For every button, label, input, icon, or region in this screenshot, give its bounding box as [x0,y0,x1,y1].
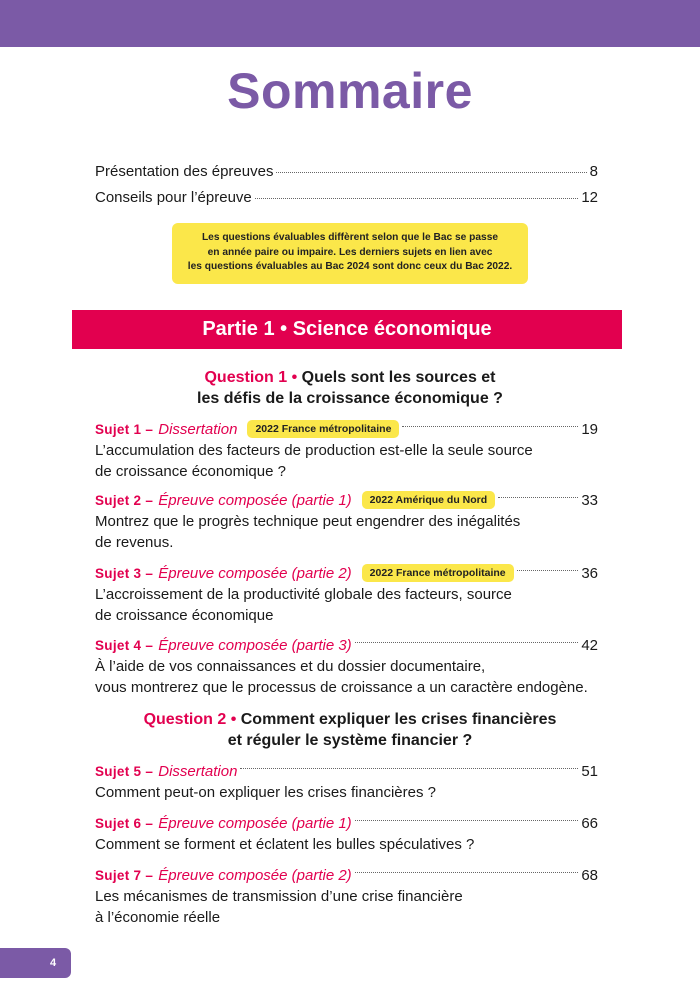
sujet-4-description [95,656,605,698]
sujet-7-description [95,886,605,928]
question-number: Question 1 • [204,369,298,386]
toc-page: 8 [589,163,598,180]
sujet-1-description [95,440,605,482]
exam-badge: 2022 Amérique du Nord [362,491,495,509]
sujet-type: Épreuve composée (partie 1) [158,814,352,832]
page-number-tab [0,948,71,978]
sujet-type: Épreuve composée (partie 1) [158,491,352,509]
note-line: en année paire ou impaire. Les derniers sujets en lien avec [207,246,493,258]
desc-line: Les mécanismes de transmission d’une crise financière [95,888,463,905]
sujet-label: Sujet 1 – [95,421,154,437]
part-banner: Partie 1 • Science économique [72,310,622,349]
note-line: les questions évaluables au Bac 2024 sont donc ceux du Bac 2022. [187,261,513,272]
desc-line: vous montrerez que le processus de croissance a un caractère endogène. [95,679,588,696]
desc-line: L’accumulation des facteurs de production est-elle la seule source [95,442,533,459]
desc-line: Comment peut-on expliquer les crises financières ? [95,784,436,801]
info-note [172,223,528,284]
desc-line: à l’économie réelle [95,909,221,926]
sujet-page: 19 [581,420,598,438]
sujet-5-entry[interactable] [95,760,598,782]
sujet-page: 33 [581,491,598,509]
desc-line: de revenus. [95,534,174,551]
dot-leader [355,641,579,643]
dot-leader [276,171,586,173]
toc-entry-conseils[interactable] [95,189,598,206]
sujet-2-description [95,511,605,553]
question-title: Comment expliquer les crises financières [240,711,557,728]
toc-label: Présentation des épreuves [95,163,274,180]
sujet-page: 36 [581,564,598,582]
dot-leader [498,496,578,498]
sujet-7-entry[interactable] [95,864,598,886]
desc-line: de croissance économique [95,607,274,624]
toc-entry-presentation[interactable] [95,163,598,180]
exam-badge: 2022 France métropolitaine [362,564,514,582]
sujet-label: Sujet 3 – [95,565,154,581]
sujet-3-description [95,584,605,626]
exam-badge: 2022 France métropolitaine [247,420,399,438]
top-bar [0,0,700,47]
sujet-label: Sujet 7 – [95,867,154,883]
question-title: Quels sont les sources et [301,369,496,386]
page-title: Sommaire [227,63,473,119]
dot-leader [240,767,578,769]
sujet-label: Sujet 5 – [95,763,154,779]
desc-line: de croissance économique ? [95,463,286,480]
sujet-type: Épreuve composée (partie 2) [158,564,352,582]
sujet-1-entry[interactable] [95,418,598,440]
toc-page: 12 [581,189,598,206]
sujet-5-description [95,782,605,803]
dot-leader [402,425,578,427]
sujet-type: Dissertation [158,762,238,780]
sujet-page: 68 [581,866,598,884]
sujet-3-entry[interactable] [95,562,598,584]
sujet-page: 66 [581,814,598,832]
desc-line: Comment se forment et éclatent les bulles spéculatives ? [95,836,475,853]
sujet-2-entry[interactable] [95,489,598,511]
sujet-type: Épreuve composée (partie 2) [158,866,352,884]
note-line: Les questions évaluables diffèrent selon que le Bac se passe [201,232,499,243]
toc-label: Conseils pour l’épreuve [95,189,252,206]
sujet-6-description [95,834,605,855]
question-2-heading [0,709,700,751]
sujet-label: Sujet 4 – [95,637,154,653]
question-title-line2: et réguler le système financier ? [227,732,473,749]
dot-leader [355,819,579,821]
question-title-line2: les défis de la croissance économique ? [197,390,503,407]
sujet-4-entry[interactable] [95,634,598,656]
dot-leader [255,197,579,199]
desc-line: À l’aide de vos connaissances et du dossier documentaire, [95,658,486,675]
dot-leader [355,871,579,873]
desc-line: Montrez que le progrès technique peut engendrer des inégalités [95,513,521,530]
question-number: Question 2 • [143,711,237,728]
sujet-type: Dissertation [158,420,238,438]
dot-leader [517,569,579,571]
question-1-heading [0,367,700,409]
sujet-6-entry[interactable] [95,812,598,834]
sujet-page: 51 [581,762,598,780]
sujet-page: 42 [581,636,598,654]
page-number: 4 [50,957,57,969]
sujet-type: Épreuve composée (partie 3) [158,636,352,654]
sujet-label: Sujet 2 – [95,492,154,508]
sujet-label: Sujet 6 – [95,815,154,831]
desc-line: L’accroissement de la productivité globale des facteurs, source [95,586,512,603]
